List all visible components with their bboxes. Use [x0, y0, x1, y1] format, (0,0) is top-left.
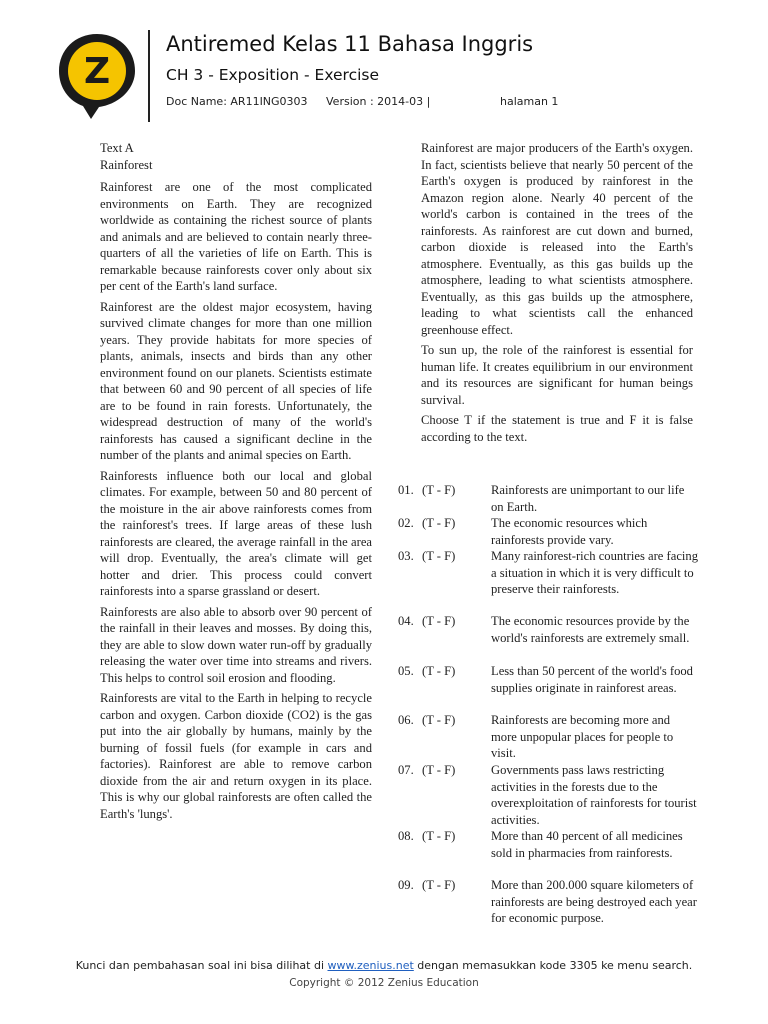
- copyright: Copyright © 2012 Zenius Education: [289, 977, 479, 989]
- true-false-option: (T - F): [422, 516, 456, 530]
- true-false-option: (T - F): [422, 878, 456, 892]
- true-false-option: (T - F): [422, 713, 456, 727]
- right-column: [421, 140, 693, 449]
- doc-version: Version : 2014-03 |: [326, 95, 431, 108]
- paragraph: Rainforests influence both our local and global climates. For example, between 50 and 80 percent of the moisture in the air above rainforests comes from the rainforest's trees. If large areas of these lush rainforests are cleared, the average rainfall in the area will drop. Eventually, the area's climate will get hotter and drier. This process could convert rainforests into a sparse grassland or desert.: [100, 468, 372, 598]
- true-false-option: (T - F): [422, 763, 456, 777]
- instruction: Choose T if the statement is true and F it is false according to the text.: [421, 413, 693, 444]
- true-false-option: (T - F): [422, 614, 456, 628]
- text-title: Rainforest: [100, 157, 153, 172]
- paragraph: Rainforest are the oldest major ecosystem, having survived climate changes for more than one million years. They provide habitats for more species of plants, animals, insects and birds than any other environment found on our planets. Scientists estimate that between 60 and 90 percent of all species of life are to be found in rain forests. Unfortunately, the widespread destruction of many of the world's rainforests has caused a significant decline in the number of the plants and animal species on Earth.: [100, 299, 372, 462]
- paragraph: Rainforest are one of the most complicated environments on Earth. They are recognized worldwide as containing the richest source of plants and animals and are believed to contain nearly three-quarters of all the varieties of life on Earth. This is remarkable because rainforests cover only about six per cent of the Earth's land surface.: [100, 180, 372, 293]
- text-label: Text A: [100, 141, 134, 155]
- page-number: halaman 1: [500, 95, 559, 108]
- logo-letter: Z: [83, 51, 111, 92]
- true-false-option: (T - F): [422, 829, 456, 843]
- true-false-option: (T - F): [422, 664, 456, 678]
- zenius-logo: [55, 30, 139, 122]
- header-divider: [148, 30, 150, 122]
- true-false-option: (T - F): [422, 483, 456, 497]
- zenius-link[interactable]: www.zenius.net: [327, 959, 414, 972]
- paragraph: Rainforests are vital to the Earth in helping to recycle carbon and oxygen. Carbon dioxide (CO2) is the gas put into the air globally by humans, mainly by the burning of fossil fuels (for example in cars and factories). Rainforest are able to remove carbon dioxide from the air and return oxygen in its place. This is why our global rainforests are often called the Earth's 'lungs'.: [100, 691, 372, 821]
- page-subtitle: CH 3 - Exposition - Exercise: [166, 66, 380, 84]
- paragraph: To sun up, the role of the rainforest is essential for human life. It creates equilibrium in our environment and its resources are significant for human beings survival.: [421, 343, 693, 407]
- answer-key-note: Kunci dan pembahasan soal ini bisa dilihat di www.zenius.net dengan memasukkan kode 3305 ke menu search.: [75, 959, 693, 972]
- paragraph: Rainforest are major producers of the Earth's oxygen. In fact, scientists believe that nearly 50 percent of the Earth's oxygen is produced by rainforest in the Amazon region alone. Nearly 40 percent of the world's carbon is contained in the trees of the rainforests. As rainforest are cut down and burned, carbon dioxide is released into the Earth's atmosphere. Eventually, as this gas builds up the atmosphere, leading to what scientists atmosphere. Eventually, as this gas builds up the atmosphere, leading to what scientists call the enhanced greenhouse effect.: [421, 141, 693, 337]
- paragraph: Rainforests are also able to absorb over 90 percent of the rainfall in their leaves and mosses. By doing this, they are able to slow down water run-off by gradually releasing the water over time into streams and rivers. This helps to control soil erosion and flooding.: [100, 604, 372, 685]
- true-false-option: (T - F): [422, 549, 456, 563]
- page-title: Antiremed Kelas 11 Bahasa Inggris: [166, 32, 534, 56]
- left-column: [100, 140, 372, 826]
- doc-name: Doc Name: AR11ING0303: [166, 95, 308, 108]
- doc-meta: [166, 95, 558, 108]
